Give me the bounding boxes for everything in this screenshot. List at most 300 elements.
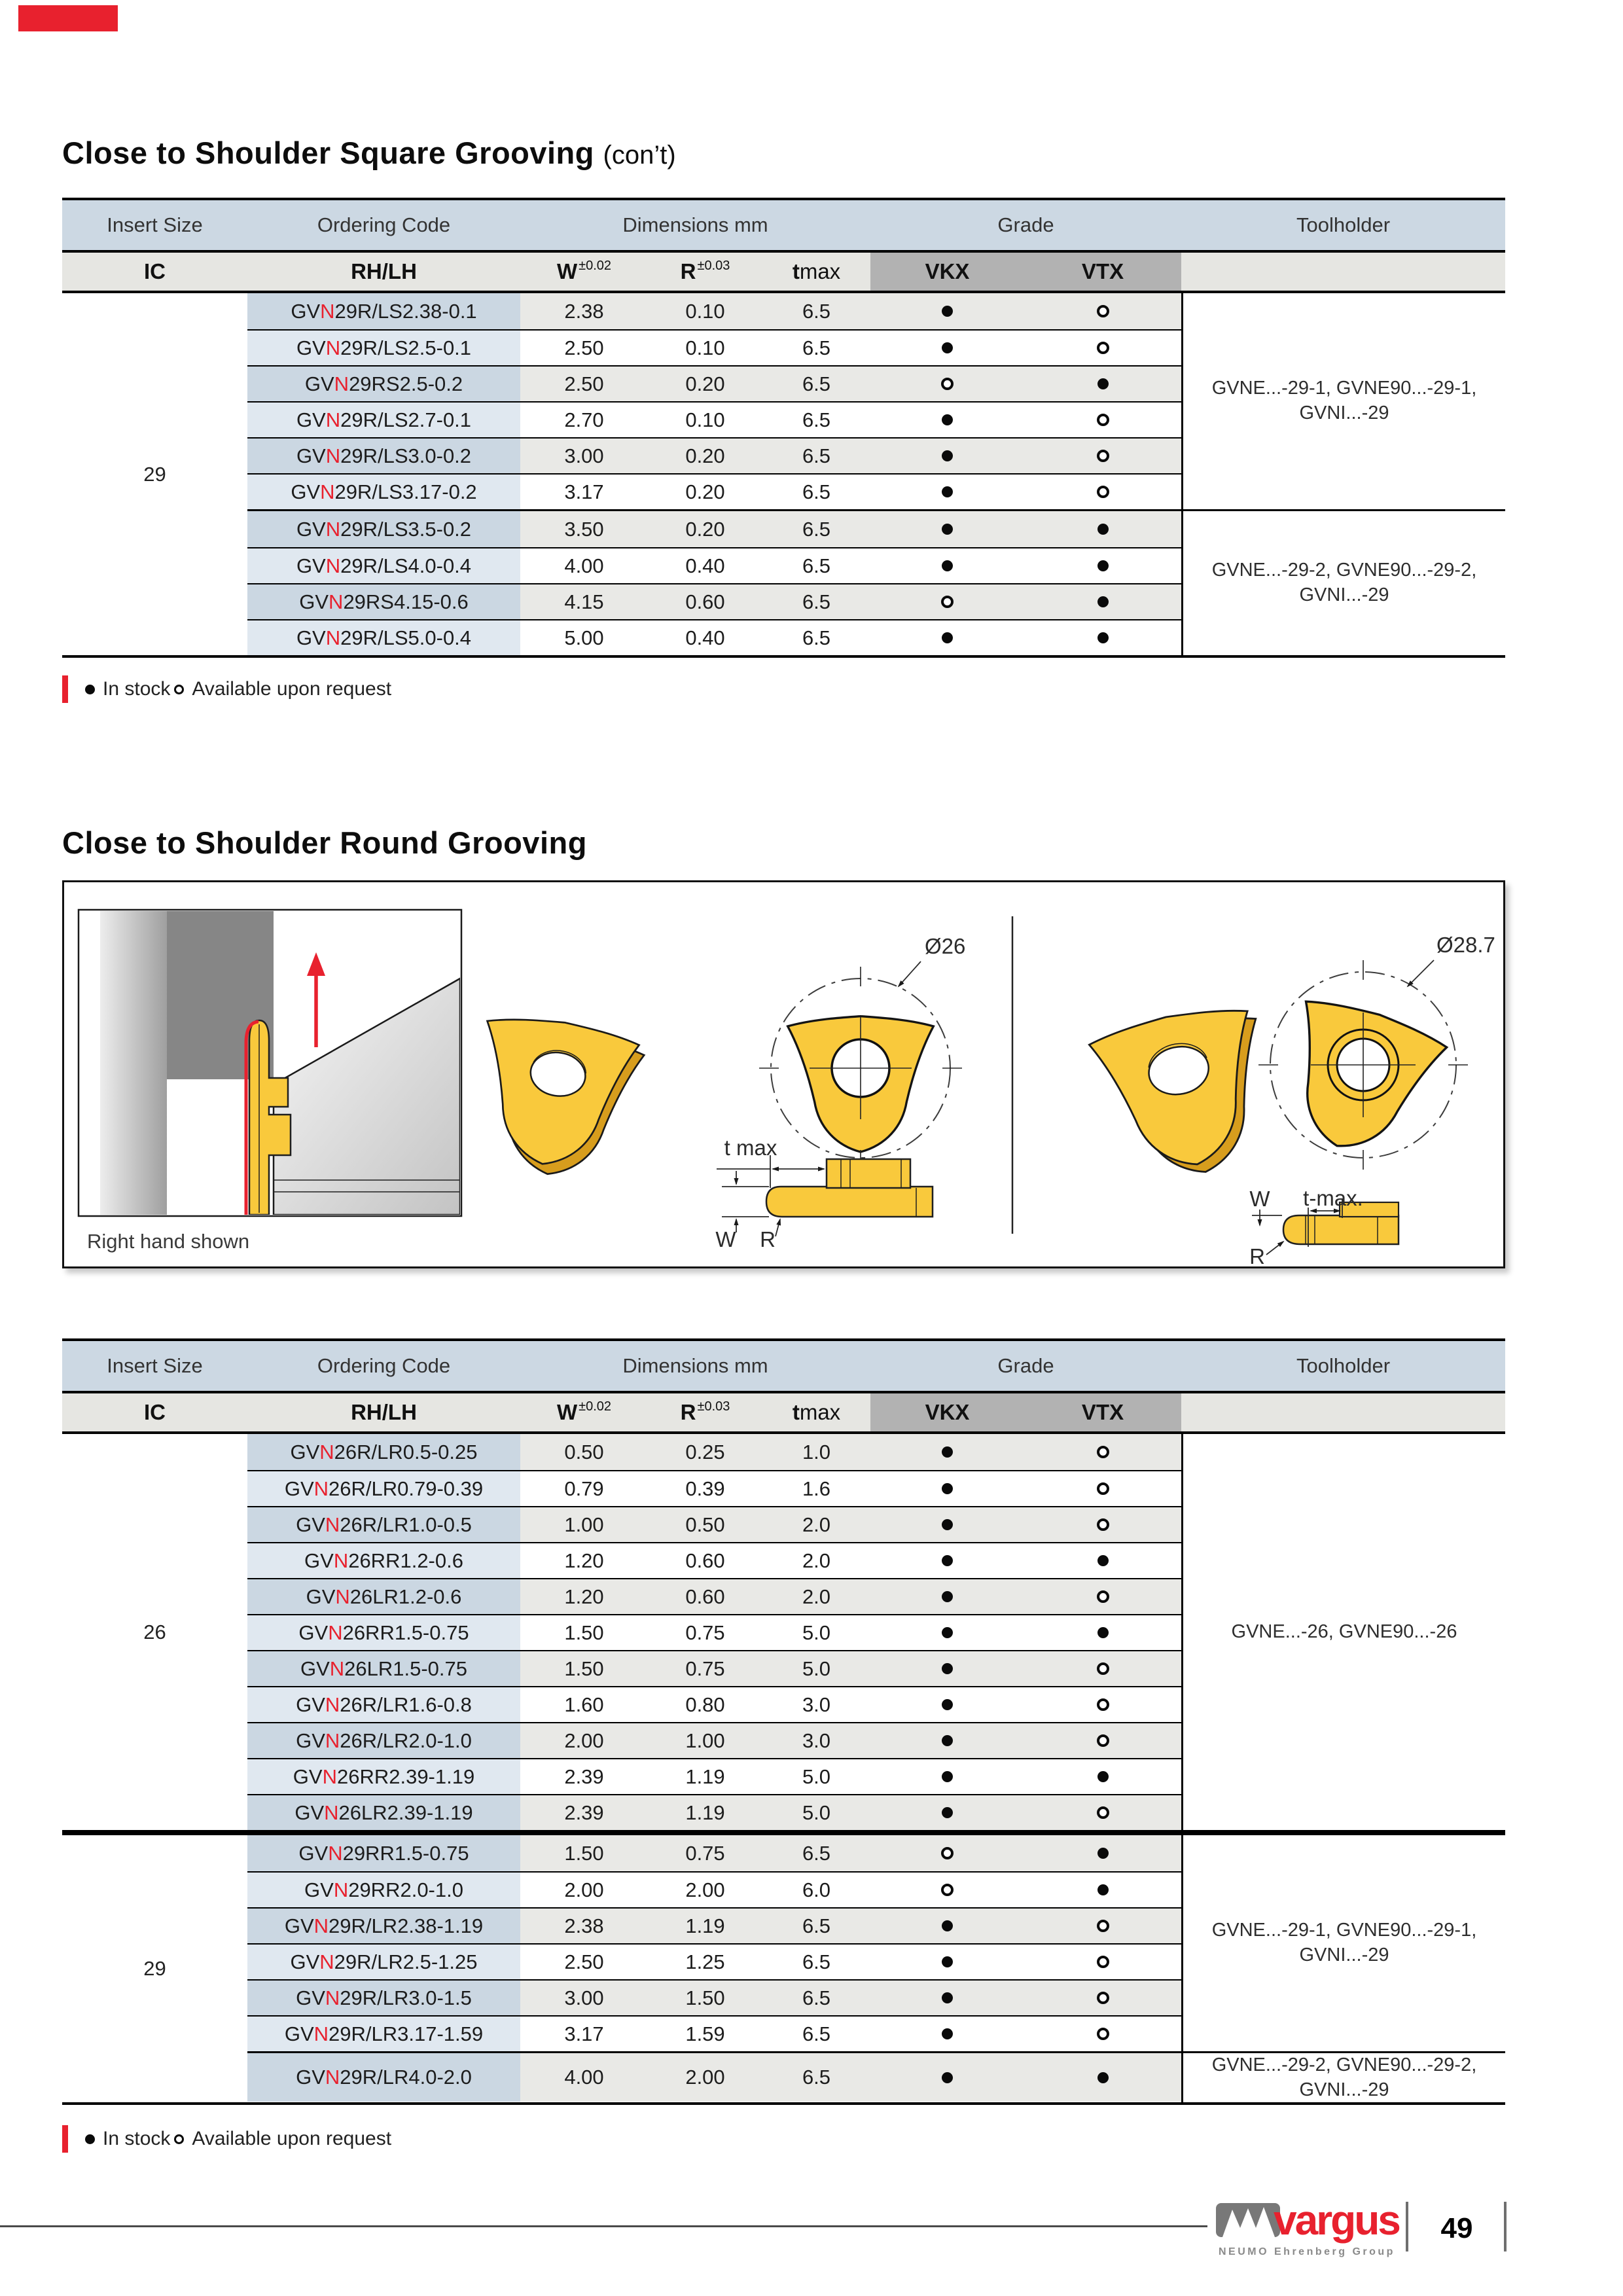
col-r [648, 253, 762, 291]
r-label: R [680, 259, 696, 283]
w-value: 4.15 [564, 590, 604, 613]
r-value: 0.25 [685, 1440, 725, 1463]
col-toolholder: Toolholder [1296, 1354, 1391, 1377]
vkx-availability-cell [870, 1835, 1024, 1871]
vkx-availability-cell [870, 1434, 1024, 1470]
vtx-availability-dot [1097, 2072, 1109, 2083]
w-value: 1.60 [564, 1693, 604, 1716]
r-value: 0.20 [685, 372, 725, 395]
vkx-availability-cell [870, 475, 1024, 509]
toolholder-line2: GVNI...-29 [1299, 403, 1389, 423]
table2-ic29-section [62, 1835, 1505, 2102]
t-label: t [792, 1400, 800, 1424]
t-max-value: 6.5 [802, 517, 831, 541]
w-value: 3.00 [564, 1986, 604, 2009]
vkx-availability-cell [870, 2017, 1024, 2051]
t-max-value: 6.0 [802, 1878, 831, 1901]
col-grade: Grade [997, 1354, 1054, 1377]
round-grooving-table [62, 1338, 1505, 2105]
vkx-availability-dot [942, 450, 953, 461]
w-value: 5.00 [564, 626, 604, 649]
r-value: 1.19 [685, 1914, 725, 1937]
col-w [520, 253, 648, 291]
w-label: W [556, 1400, 578, 1424]
neumo-group-label: NEUMO Ehrenberg Group [1219, 2246, 1395, 2257]
t-max-label: max [799, 259, 841, 283]
w-value: 4.00 [564, 2066, 604, 2089]
insert-size-29: 29 [143, 1957, 166, 1981]
ordering-code-cell: GV N 26R/LR1.0-0.5 [247, 1507, 520, 1542]
col-w [520, 1393, 648, 1431]
r-value: 0.60 [685, 1549, 725, 1572]
t-max-left-label: t max [724, 1136, 777, 1160]
vtx-availability-dot [1097, 2028, 1109, 2040]
vkx-availability-dot [942, 1483, 953, 1494]
open-dot-icon [174, 685, 184, 694]
col-vkx: VKX [870, 1393, 1024, 1431]
t-max-value: 6.5 [802, 1841, 831, 1865]
insert-3d-ic26 [465, 1011, 647, 1186]
table1-header-groups [62, 200, 1505, 253]
vtx-availability-dot [1097, 1482, 1109, 1495]
w-value: 2.39 [564, 1765, 604, 1788]
vtx-availability-cell [1024, 331, 1181, 365]
page-number: 49 [1440, 2212, 1473, 2244]
t-max-value: 5.0 [802, 1621, 831, 1644]
table-row [247, 583, 1181, 619]
col-vtx: VTX [1024, 1393, 1181, 1431]
legend-red-bar [62, 675, 68, 703]
ordering-code-cell: GV N 29RR1.5-0.75 [247, 1835, 520, 1871]
vtx-availability-cell [1024, 1543, 1181, 1578]
vkx-availability-cell [870, 1909, 1024, 1943]
vtx-availability-cell [1024, 293, 1181, 329]
t-max-value: 6.5 [802, 444, 831, 467]
vtx-availability-dot [1097, 1734, 1109, 1747]
section1-cont-label: (con’t) [603, 141, 676, 170]
toolholder-line1: GVNE...-26, GVNE90...-26 [1231, 1621, 1457, 1642]
vtx-availability-cell [1024, 1579, 1181, 1614]
table-row [247, 437, 1181, 473]
table2-header-groups [62, 1341, 1505, 1393]
t-max-right-label: t-max. [1303, 1186, 1363, 1210]
vkx-availability-dot [942, 1699, 953, 1710]
ordering-code-cell: GV N 29R/LS2.38-0.1 [247, 293, 520, 329]
w-value: 1.20 [564, 1585, 604, 1608]
vkx-availability-cell [870, 1543, 1024, 1578]
toolholder-cell [1181, 1835, 1505, 2051]
toolholder-line1: GVNE...-29-2, GVNE90...-29-2, [1211, 560, 1477, 581]
t-max-value: 6.5 [802, 2066, 831, 2089]
insert-side-view-ic26 [766, 1159, 933, 1217]
w-value: 2.00 [564, 1729, 604, 1752]
vkx-availability-cell [870, 1759, 1024, 1794]
table-row [247, 619, 1181, 655]
vtx-availability-dot [1097, 560, 1109, 571]
r-value: 0.75 [685, 1657, 725, 1680]
table-row [247, 1470, 1181, 1506]
w-value: 1.50 [564, 1657, 604, 1680]
r-value: 1.59 [685, 2022, 725, 2045]
vkx-availability-dot [942, 524, 953, 535]
w-value: 3.50 [564, 517, 604, 541]
ordering-code-cell: GV N 26RR1.5-0.75 [247, 1615, 520, 1650]
vtx-availability-cell [1024, 1945, 1181, 1979]
r-value: 0.39 [685, 1477, 725, 1500]
vkx-availability-cell [870, 367, 1024, 401]
ordering-code-cell: GV N 26R/LR0.79-0.39 [247, 1471, 520, 1506]
r-value: 1.19 [685, 1801, 725, 1824]
ordering-code-cell: GV N 29R/LS3.0-0.2 [247, 439, 520, 473]
w-value: 2.00 [564, 1878, 604, 1901]
t-max-value: 2.0 [802, 1513, 831, 1536]
ordering-code-cell: GV N 29RS4.15-0.6 [247, 584, 520, 619]
r-value: 1.25 [685, 1950, 725, 1973]
vtx-availability-dot [1097, 1771, 1109, 1782]
w-value: 3.17 [564, 480, 604, 503]
col-t-max [762, 253, 870, 291]
w-value: 2.50 [564, 336, 604, 359]
w-label: W [556, 259, 578, 283]
vtx-availability-dot [1097, 524, 1109, 535]
vkx-availability-dot [942, 1735, 953, 1746]
t-max-value: 2.0 [802, 1549, 831, 1572]
col-ic: IC [144, 259, 166, 283]
vargus-logo-mark-icon [1215, 2200, 1283, 2242]
w-tolerance: ±0.02 [579, 1399, 612, 1414]
ordering-code-cell: GV N 29R/LS2.7-0.1 [247, 403, 520, 437]
vtx-availability-dot [1097, 1590, 1109, 1603]
vtx-availability-dot [1097, 1446, 1109, 1458]
r-value: 0.80 [685, 1693, 725, 1716]
vtx-availability-cell [1024, 620, 1181, 655]
vtx-availability-cell [1024, 548, 1181, 583]
vkx-availability-cell [870, 1471, 1024, 1506]
table-row [247, 329, 1181, 365]
vkx-availability-dot [942, 1519, 953, 1530]
table2-ic26-section [62, 1434, 1505, 1830]
w-value: 2.70 [564, 408, 604, 431]
vkx-availability-dot [942, 1956, 953, 1967]
table1-header-cols [62, 253, 1505, 293]
vtx-availability-cell [1024, 1434, 1181, 1470]
vkx-availability-cell [870, 403, 1024, 437]
r-value: 0.10 [685, 408, 725, 431]
vkx-availability-dot [942, 1992, 953, 2003]
table-row [247, 1835, 1181, 1871]
vkx-availability-cell [870, 1579, 1024, 1614]
insert-size-26: 26 [143, 1620, 166, 1643]
ordering-code-cell: GV N 29R/LS3.5-0.2 [247, 511, 520, 547]
ordering-code-cell: GV N 29R/LR3.17-1.59 [247, 2017, 520, 2051]
toolholder-cell [1181, 1434, 1505, 1830]
t-max-value: 6.5 [802, 590, 831, 613]
vkx-availability-cell [870, 620, 1024, 655]
ordering-code-cell: GV N 29R/LS3.17-0.2 [247, 475, 520, 509]
vtx-availability-cell [1024, 1687, 1181, 1722]
r-value: 0.40 [685, 554, 725, 577]
t-max-value: 6.5 [802, 1950, 831, 1973]
table-row [247, 1650, 1181, 1686]
w-value: 1.50 [564, 1841, 604, 1865]
vargus-logo [1215, 2197, 1399, 2244]
vkx-availability-dot [942, 1663, 953, 1674]
vkx-availability-dot [942, 2072, 953, 2083]
vtx-availability-cell [1024, 367, 1181, 401]
section1-title-text: Close to Shoulder Square Grooving [62, 135, 594, 170]
ordering-code-cell: GV N 26LR1.5-0.75 [247, 1651, 520, 1686]
t-max-label: max [799, 1400, 841, 1424]
col-toolholder-blank [1181, 1393, 1505, 1431]
w-value: 2.50 [564, 372, 604, 395]
r-value: 2.00 [685, 2066, 725, 2089]
vkx-availability-cell [870, 1795, 1024, 1830]
vtx-availability-dot [1097, 1848, 1109, 1859]
ordering-code-cell: GV N 29R/LR3.0-1.5 [247, 1981, 520, 2015]
r-value: 0.60 [685, 1585, 725, 1608]
insert-size-29: 29 [143, 462, 166, 486]
table-row [247, 1943, 1181, 1979]
vtx-availability-cell [1024, 1723, 1181, 1758]
t-max-value: 1.0 [802, 1440, 831, 1463]
col-grade: Grade [997, 213, 1054, 236]
vkx-availability-cell [870, 1945, 1024, 1979]
col-dimensions: Dimensions mm [622, 1354, 768, 1377]
ordering-code-cell: GV N 26LR2.39-1.19 [247, 1795, 520, 1830]
table2-header-cols [62, 1393, 1505, 1434]
t-max-value: 3.0 [802, 1729, 831, 1752]
vkx-availability-dot [942, 1771, 953, 1782]
vtx-availability-cell [1024, 475, 1181, 509]
t-max-value: 2.0 [802, 1585, 831, 1608]
ordering-code-cell: GV N 29R/LS2.5-0.1 [247, 331, 520, 365]
col-t-max [762, 1393, 870, 1431]
vtx-availability-cell [1024, 1507, 1181, 1542]
workpiece-wall [100, 911, 167, 1215]
vkx-availability-cell [870, 439, 1024, 473]
figure-drawing [62, 880, 1505, 1268]
vtx-availability-cell [1024, 1835, 1181, 1871]
ordering-code-cell: GV N 26RR2.39-1.19 [247, 1759, 520, 1794]
vkx-availability-dot [942, 1807, 953, 1818]
toolholder-line1: GVNE...-29-1, GVNE90...-29-1, [1211, 1920, 1477, 1941]
w-value: 1.50 [564, 1621, 604, 1644]
group-26 [247, 1434, 1505, 1830]
col-ordering-code: Ordering Code [317, 213, 451, 236]
vtx-availability-dot [1097, 1920, 1109, 1932]
w-tolerance: ±0.02 [579, 258, 612, 273]
vtx-availability-dot [1097, 342, 1109, 354]
round-grooving-figure [62, 880, 1505, 1268]
vtx-availability-cell [1024, 2017, 1181, 2051]
w-value: 2.38 [564, 299, 604, 323]
footer-separator-bar [1504, 2202, 1507, 2251]
ordering-code-cell: GV N 29R/LR2.5-1.25 [247, 1945, 520, 1979]
vtx-availability-cell [1024, 1615, 1181, 1650]
vkx-availability-dot [942, 1555, 953, 1566]
r-tolerance: ±0.03 [697, 1399, 730, 1414]
table-row [247, 1542, 1181, 1578]
col-toolholder-blank [1181, 253, 1505, 291]
filled-dot-icon [85, 685, 95, 694]
toolholder-line1: GVNE...-29-1, GVNE90...-29-1, [1211, 378, 1477, 399]
w-value: 2.38 [564, 1914, 604, 1937]
vtx-availability-cell [1024, 1471, 1181, 1506]
vtx-availability-cell [1024, 1873, 1181, 1907]
col-vtx: VTX [1024, 253, 1181, 291]
t-max-value: 6.5 [802, 626, 831, 649]
vkx-availability-dot [942, 1920, 953, 1931]
vtx-availability-cell [1024, 403, 1181, 437]
vtx-availability-dot [1097, 1956, 1109, 1968]
w-value: 2.39 [564, 1801, 604, 1824]
vtx-availability-dot [1097, 450, 1109, 462]
col-insert-size: Insert Size [107, 213, 203, 236]
t-max-value: 1.6 [802, 1477, 831, 1500]
table-row [247, 1758, 1181, 1794]
section1-title [62, 135, 676, 171]
square-grooving-table [62, 198, 1505, 658]
ordering-code-cell: GV N 29R/LS5.0-0.4 [247, 620, 520, 655]
w-right-label: W [1249, 1187, 1270, 1211]
vtx-availability-cell [1024, 1759, 1181, 1794]
vtx-availability-cell [1024, 1651, 1181, 1686]
ordering-code-cell: GV N 29R/LR4.0-2.0 [247, 2053, 520, 2102]
insert-3d-ic29 [1087, 999, 1285, 1190]
vtx-availability-cell [1024, 1909, 1181, 1943]
stock-legend [62, 675, 391, 703]
toolholder-cell [1181, 511, 1505, 655]
section2-title [62, 825, 587, 861]
r-value: 0.20 [685, 517, 725, 541]
vkx-availability-cell [870, 331, 1024, 365]
t-label: t [792, 259, 800, 283]
table-row [247, 547, 1181, 583]
r-value: 1.00 [685, 1729, 725, 1752]
t-max-value: 6.5 [802, 480, 831, 503]
toolholder-line2: GVNI...-29 [1299, 584, 1389, 605]
ordering-code-cell: GV N 26LR1.2-0.6 [247, 1579, 520, 1614]
ordering-code-cell: GV N 26R/LR0.5-0.25 [247, 1434, 520, 1470]
col-ordering-code: Ordering Code [317, 1354, 451, 1377]
table-row [247, 2015, 1181, 2051]
w-value: 0.50 [564, 1440, 604, 1463]
footer-rule [0, 2225, 1207, 2227]
machining-illustration [79, 910, 461, 1253]
vkx-availability-cell [870, 1687, 1024, 1722]
vtx-availability-dot [1097, 378, 1109, 389]
vtx-availability-dot [1097, 414, 1109, 426]
w-left-label: W [715, 1227, 736, 1251]
table-row [247, 1871, 1181, 1907]
vtx-availability-cell [1024, 2053, 1181, 2102]
upon-request-label: Available upon request [192, 2128, 392, 2149]
ordering-code-cell: GV N 26R/LR2.0-1.0 [247, 1723, 520, 1758]
table-row [247, 1434, 1181, 1470]
r-value: 1.19 [685, 1765, 725, 1788]
figure-caption: Right hand shown [87, 1230, 250, 1253]
vkx-availability-dot [942, 486, 953, 497]
vtx-availability-dot [1097, 1662, 1109, 1675]
col-dimensions: Dimensions mm [622, 213, 768, 236]
vkx-availability-cell [870, 293, 1024, 329]
stock-legend [62, 2125, 391, 2153]
r-value: 0.10 [685, 299, 725, 323]
t-max-value: 6.5 [802, 408, 831, 431]
w-value: 3.17 [564, 2022, 604, 2045]
insert-front-view-ic26 [759, 967, 962, 1170]
table-row [247, 511, 1181, 547]
vtx-availability-dot [1097, 1627, 1109, 1638]
r-value: 2.00 [685, 1878, 725, 1901]
vtx-availability-dot [1097, 305, 1109, 317]
vtx-availability-dot [1097, 632, 1109, 643]
col-toolholder: Toolholder [1296, 213, 1391, 236]
t-max-value: 6.5 [802, 336, 831, 359]
group-29-1 [247, 293, 1505, 509]
vkx-availability-dot [941, 378, 954, 390]
t-max-value: 6.5 [802, 554, 831, 577]
r-value: 0.20 [685, 444, 725, 467]
table-row [247, 1979, 1181, 2015]
col-insert-size: Insert Size [107, 1354, 203, 1377]
t-max-value: 5.0 [802, 1765, 831, 1788]
vkx-availability-cell [870, 1615, 1024, 1650]
col-ic: IC [144, 1400, 166, 1424]
vkx-availability-dot [942, 1627, 953, 1638]
r-right-label: R [1249, 1244, 1265, 1268]
filled-dot-icon [85, 2134, 95, 2144]
group-29-1 [247, 1835, 1505, 2051]
vkx-availability-dot [941, 596, 954, 608]
vtx-availability-dot [1097, 1884, 1109, 1895]
r-value: 0.20 [685, 480, 725, 503]
vtx-availability-dot [1097, 1992, 1109, 2004]
table-row [247, 1907, 1181, 1943]
ordering-code-cell: GV N 29RS2.5-0.2 [247, 367, 520, 401]
vkx-availability-dot [942, 560, 953, 571]
vkx-availability-dot [942, 342, 953, 353]
vkx-availability-cell [870, 1981, 1024, 2015]
table1-body [62, 293, 1505, 655]
w-value: 4.00 [564, 554, 604, 577]
vkx-availability-cell [870, 584, 1024, 619]
toolholder-line2: GVNI...-29 [1299, 2079, 1389, 2100]
w-value: 1.00 [564, 1513, 604, 1536]
r-value: 0.10 [685, 336, 725, 359]
ordering-code-cell: GV N 29RR2.0-1.0 [247, 1873, 520, 1907]
table-row [247, 1722, 1181, 1758]
group-29-2 [247, 2051, 1505, 2102]
vkx-availability-cell [870, 1873, 1024, 1907]
w-value: 3.00 [564, 444, 604, 467]
table-row [247, 401, 1181, 437]
section2-title-text: Close to Shoulder Round Grooving [62, 825, 587, 860]
toolholder-cell [1181, 293, 1505, 509]
vkx-availability-dot [942, 1446, 953, 1458]
table-row [247, 2053, 1181, 2102]
vkx-availability-cell [870, 548, 1024, 583]
vtx-availability-dot [1097, 1698, 1109, 1711]
table-row [247, 293, 1181, 329]
vtx-availability-cell [1024, 1795, 1181, 1830]
vkx-availability-dot [942, 632, 953, 643]
in-stock-label: In stock [103, 678, 171, 700]
ordering-code-cell: GV N 29R/LR2.38-1.19 [247, 1909, 520, 1943]
diameter-26-label: Ø26 [925, 934, 966, 958]
table-row [247, 1578, 1181, 1614]
footer-separator-bar [1406, 2202, 1408, 2251]
